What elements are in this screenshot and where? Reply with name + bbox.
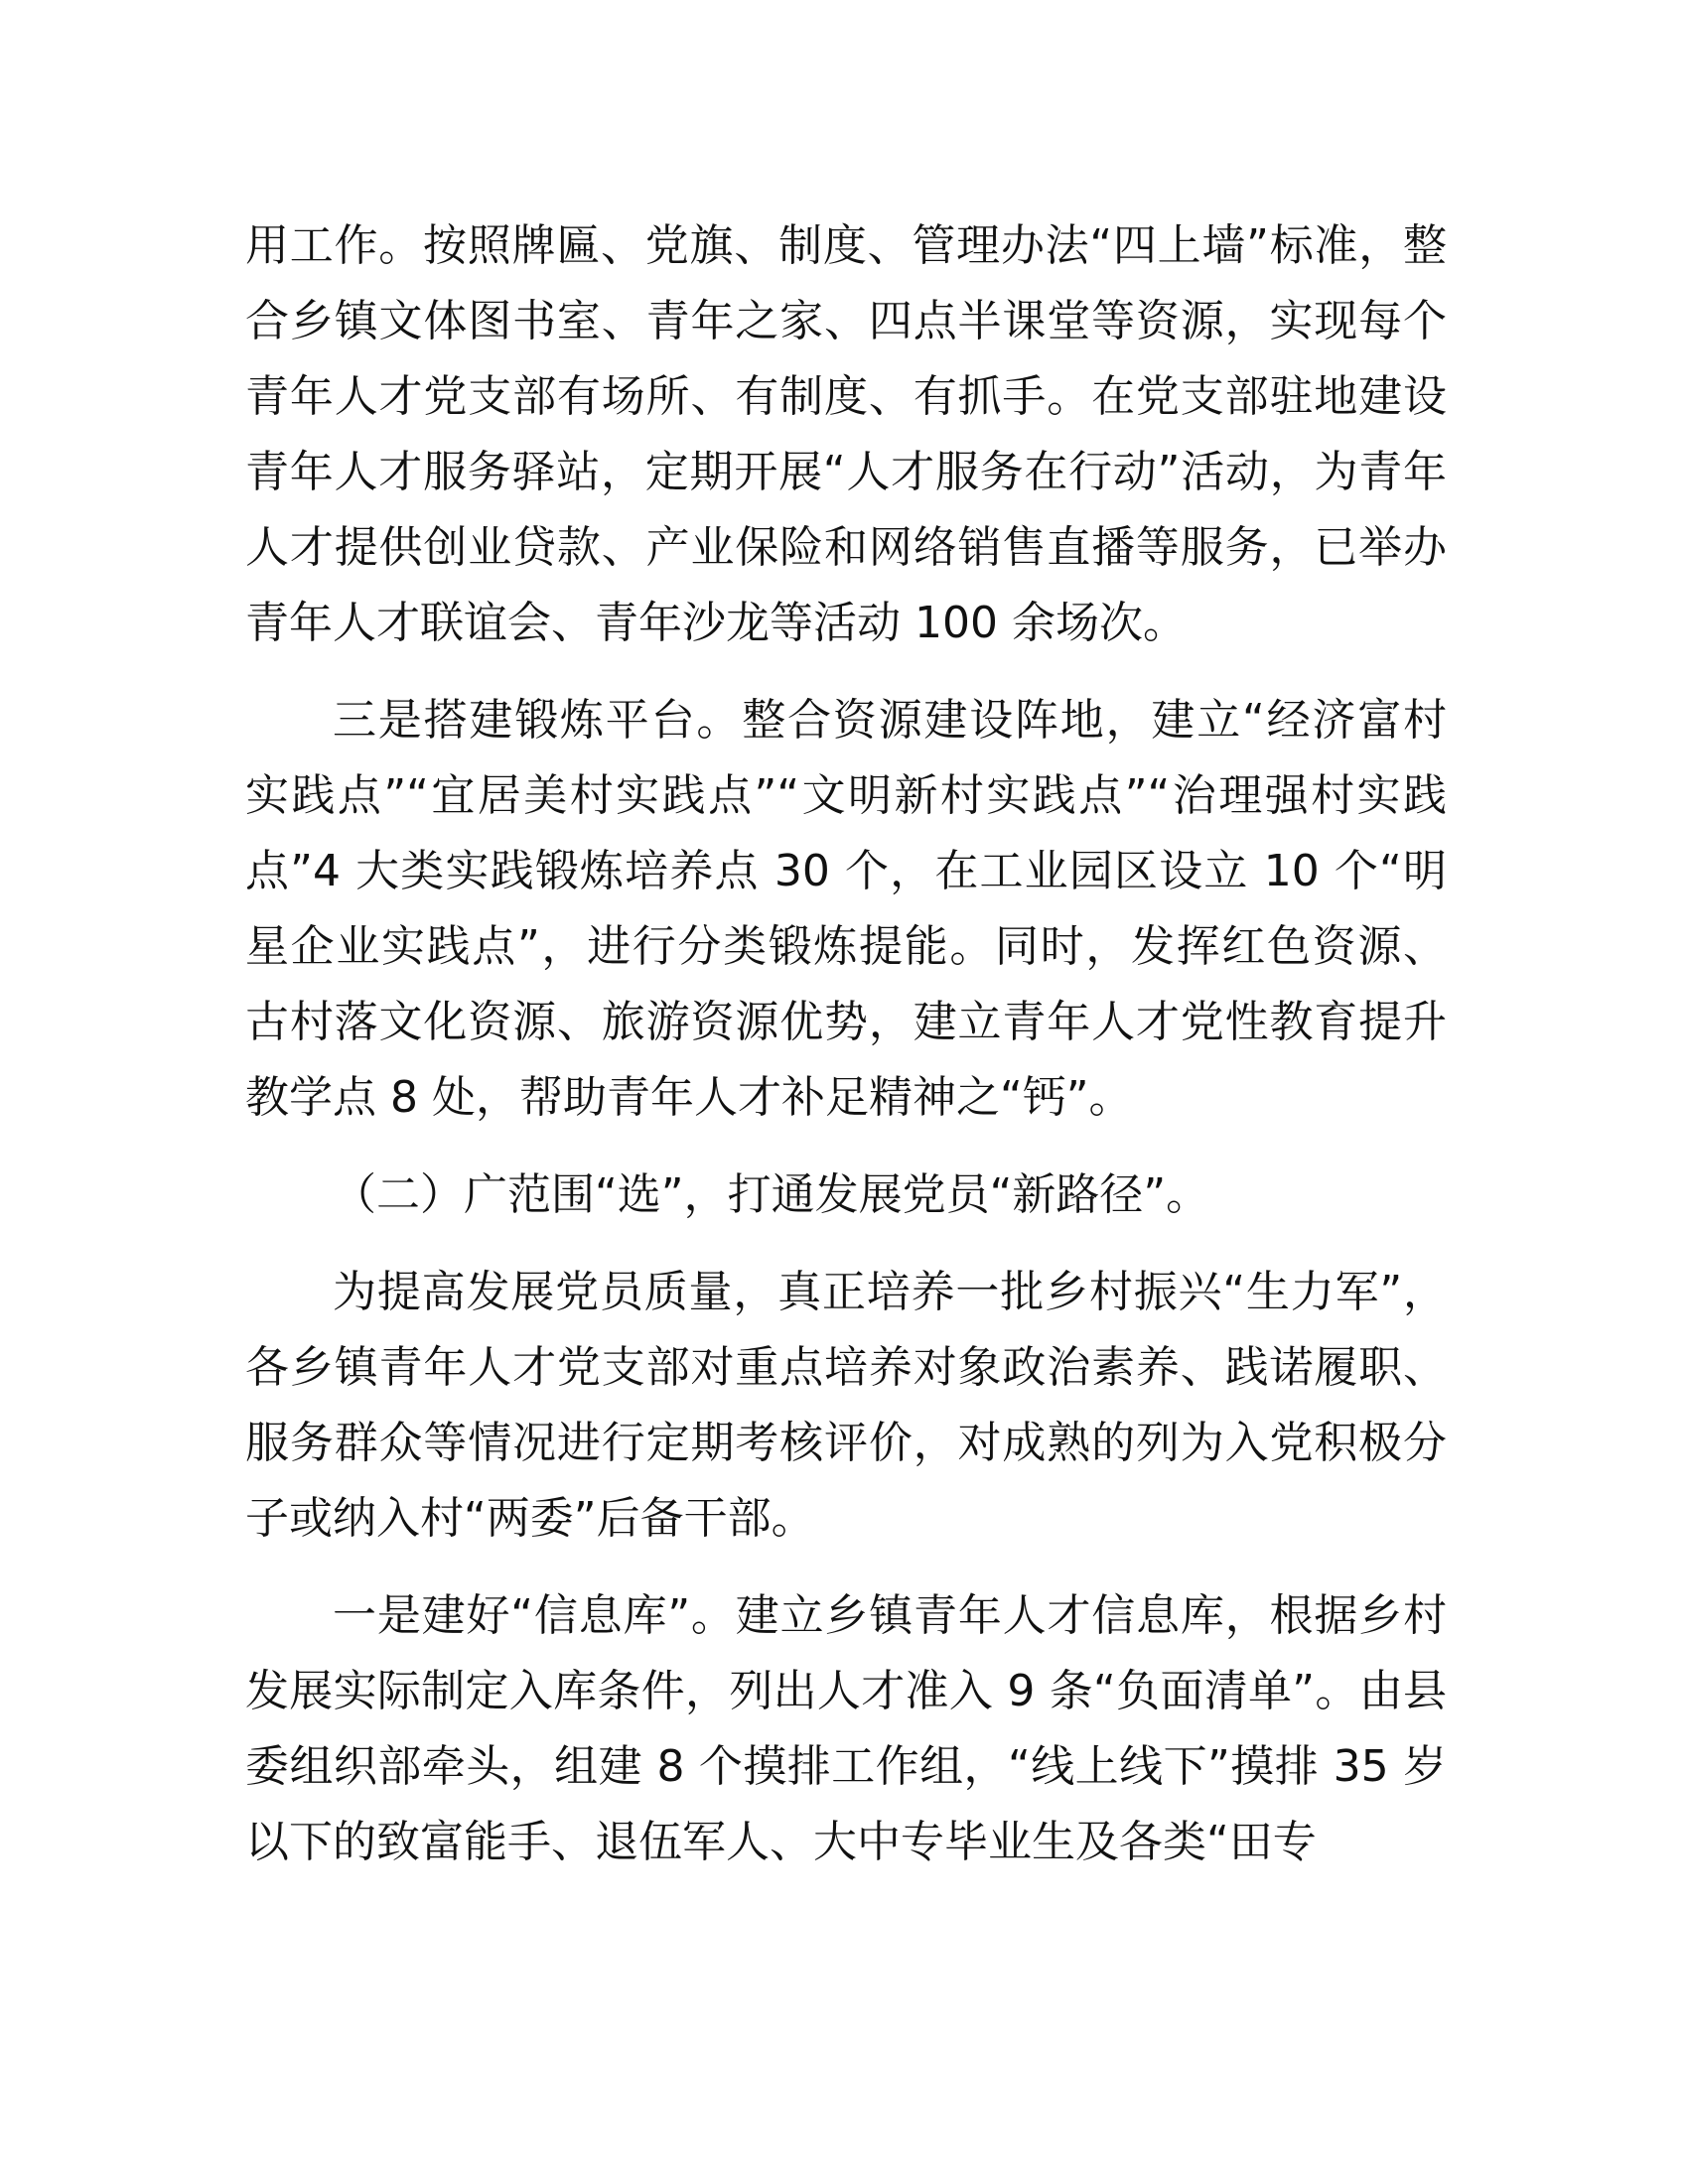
paragraph-continued: 用工作。按照牌匾、党旗、制度、管理办法“四上墙”标准，整合乡镇文体图书室、青年之家、四点半课堂等资源，实现每个青年人才党支部有场所、有制度、有抓手。在党支部驻地建设青年人才服务驿站，定期开展“人才服务在行动”活动，为青年人才提供创业贷款、产业保险和网络销售直播等服务，已举办青年人才联谊会、青年沙龙等活动 100 余场次。: [245, 220, 1447, 648]
paragraph-party-quality: 为提高发展党员质量，真正培养一批乡村振兴“生力军”，各乡镇青年人才党支部对重点培养对象政治素养、践诺履职、服务群众等情况进行定期考核评价，对成熟的列为入党积极分子或纳入村“两委”后备干部。: [245, 1267, 1447, 1544]
paragraph-training-platform: 三是搭建锻炼平台。整合资源建设阵地，建立“经济富村实践点”“宜居美村实践点”“文明新村实践点”“治理强村实践点”4 大类实践锻炼培养点 30 个，在工业园区设立 10 个“明星企业实践点”，进行分类锻炼提能。同时，发挥红色资源、古村落文化资源、旅游资源优势，建立青年人才党性教育提升教学点 8 处，帮助青年人才补足精神之“钙”。: [245, 695, 1447, 1123]
paragraph-info-database: 一是建好“信息库”。建立乡镇青年人才信息库，根据乡村发展实际制定入库条件，列出人才准入 9 条“负面清单”。由县委组织部牵头，组建 8 个摸排工作组，“线上线下”摸排 35 岁以下的致富能手、退伍军人、大中专毕业生及各类“田专: [245, 1590, 1447, 1867]
section-heading: （二）广范围“选”，打通发展党员“新路径”。: [333, 1169, 1210, 1220]
document-body: [245, 208, 1447, 1902]
